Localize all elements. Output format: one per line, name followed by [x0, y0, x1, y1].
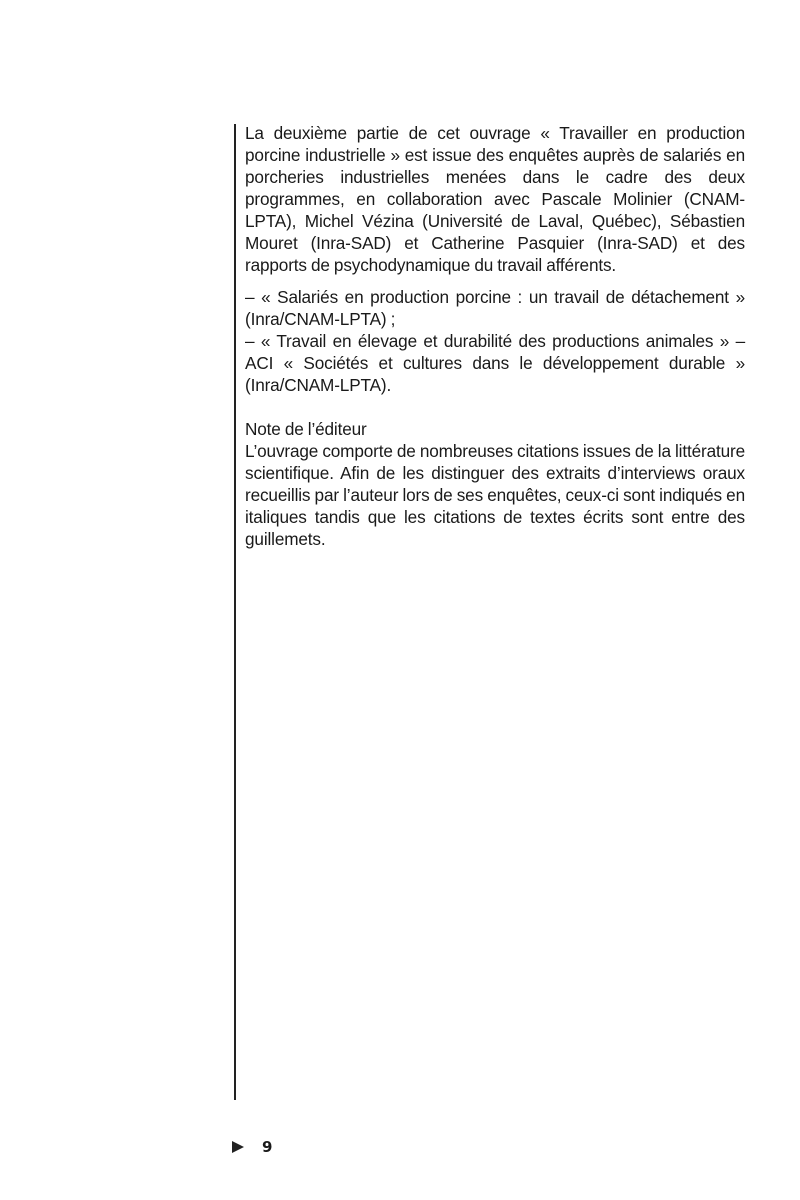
margin-rule [234, 124, 236, 1100]
page-footer [232, 1137, 272, 1157]
text-column [245, 122, 745, 550]
program-item-1: – « Salariés en production porcine : un travail de détachement » (Inra/CNAM-LPTA) ; [245, 287, 745, 329]
play-arrow-icon [232, 1141, 244, 1153]
program-list [245, 286, 745, 396]
editor-note-title: Note de l’éditeur [245, 419, 367, 439]
program-item-2: – « Travail en élevage et durabilité des productions animales » – ACI « Sociétés et cultures dans le développement durable » (Inra/CNAM-LPTA). [245, 331, 745, 395]
editor-note-body: L’ouvrage comporte de nombreuses citations issues de la littérature scientifique. Afin de les distinguer des extraits d’interviews oraux recueillis par l’auteur lors de ses enquêtes, ceux-ci sont indiqués en italiques tandis que les citations de textes écrits sont entre des guillemets. [245, 441, 745, 549]
editor-note [245, 418, 745, 550]
intro-paragraph: La deuxième partie de cet ouvrage « Travailler en production porcine industrielle » est issue des enquêtes auprès de salariés en porcheries industrielles menées dans le cadre des deux programmes, en collaboration avec Pascale Molinier (CNAM-LPTA), Michel Vézina (Université de Laval, Québec), Sébastien Mouret (Inra-SAD) et Catherine Pasquier (Inra-SAD) et des rapports de psychodynamique du travail afférents. [245, 123, 745, 275]
page-number: 9 [262, 1138, 273, 1156]
